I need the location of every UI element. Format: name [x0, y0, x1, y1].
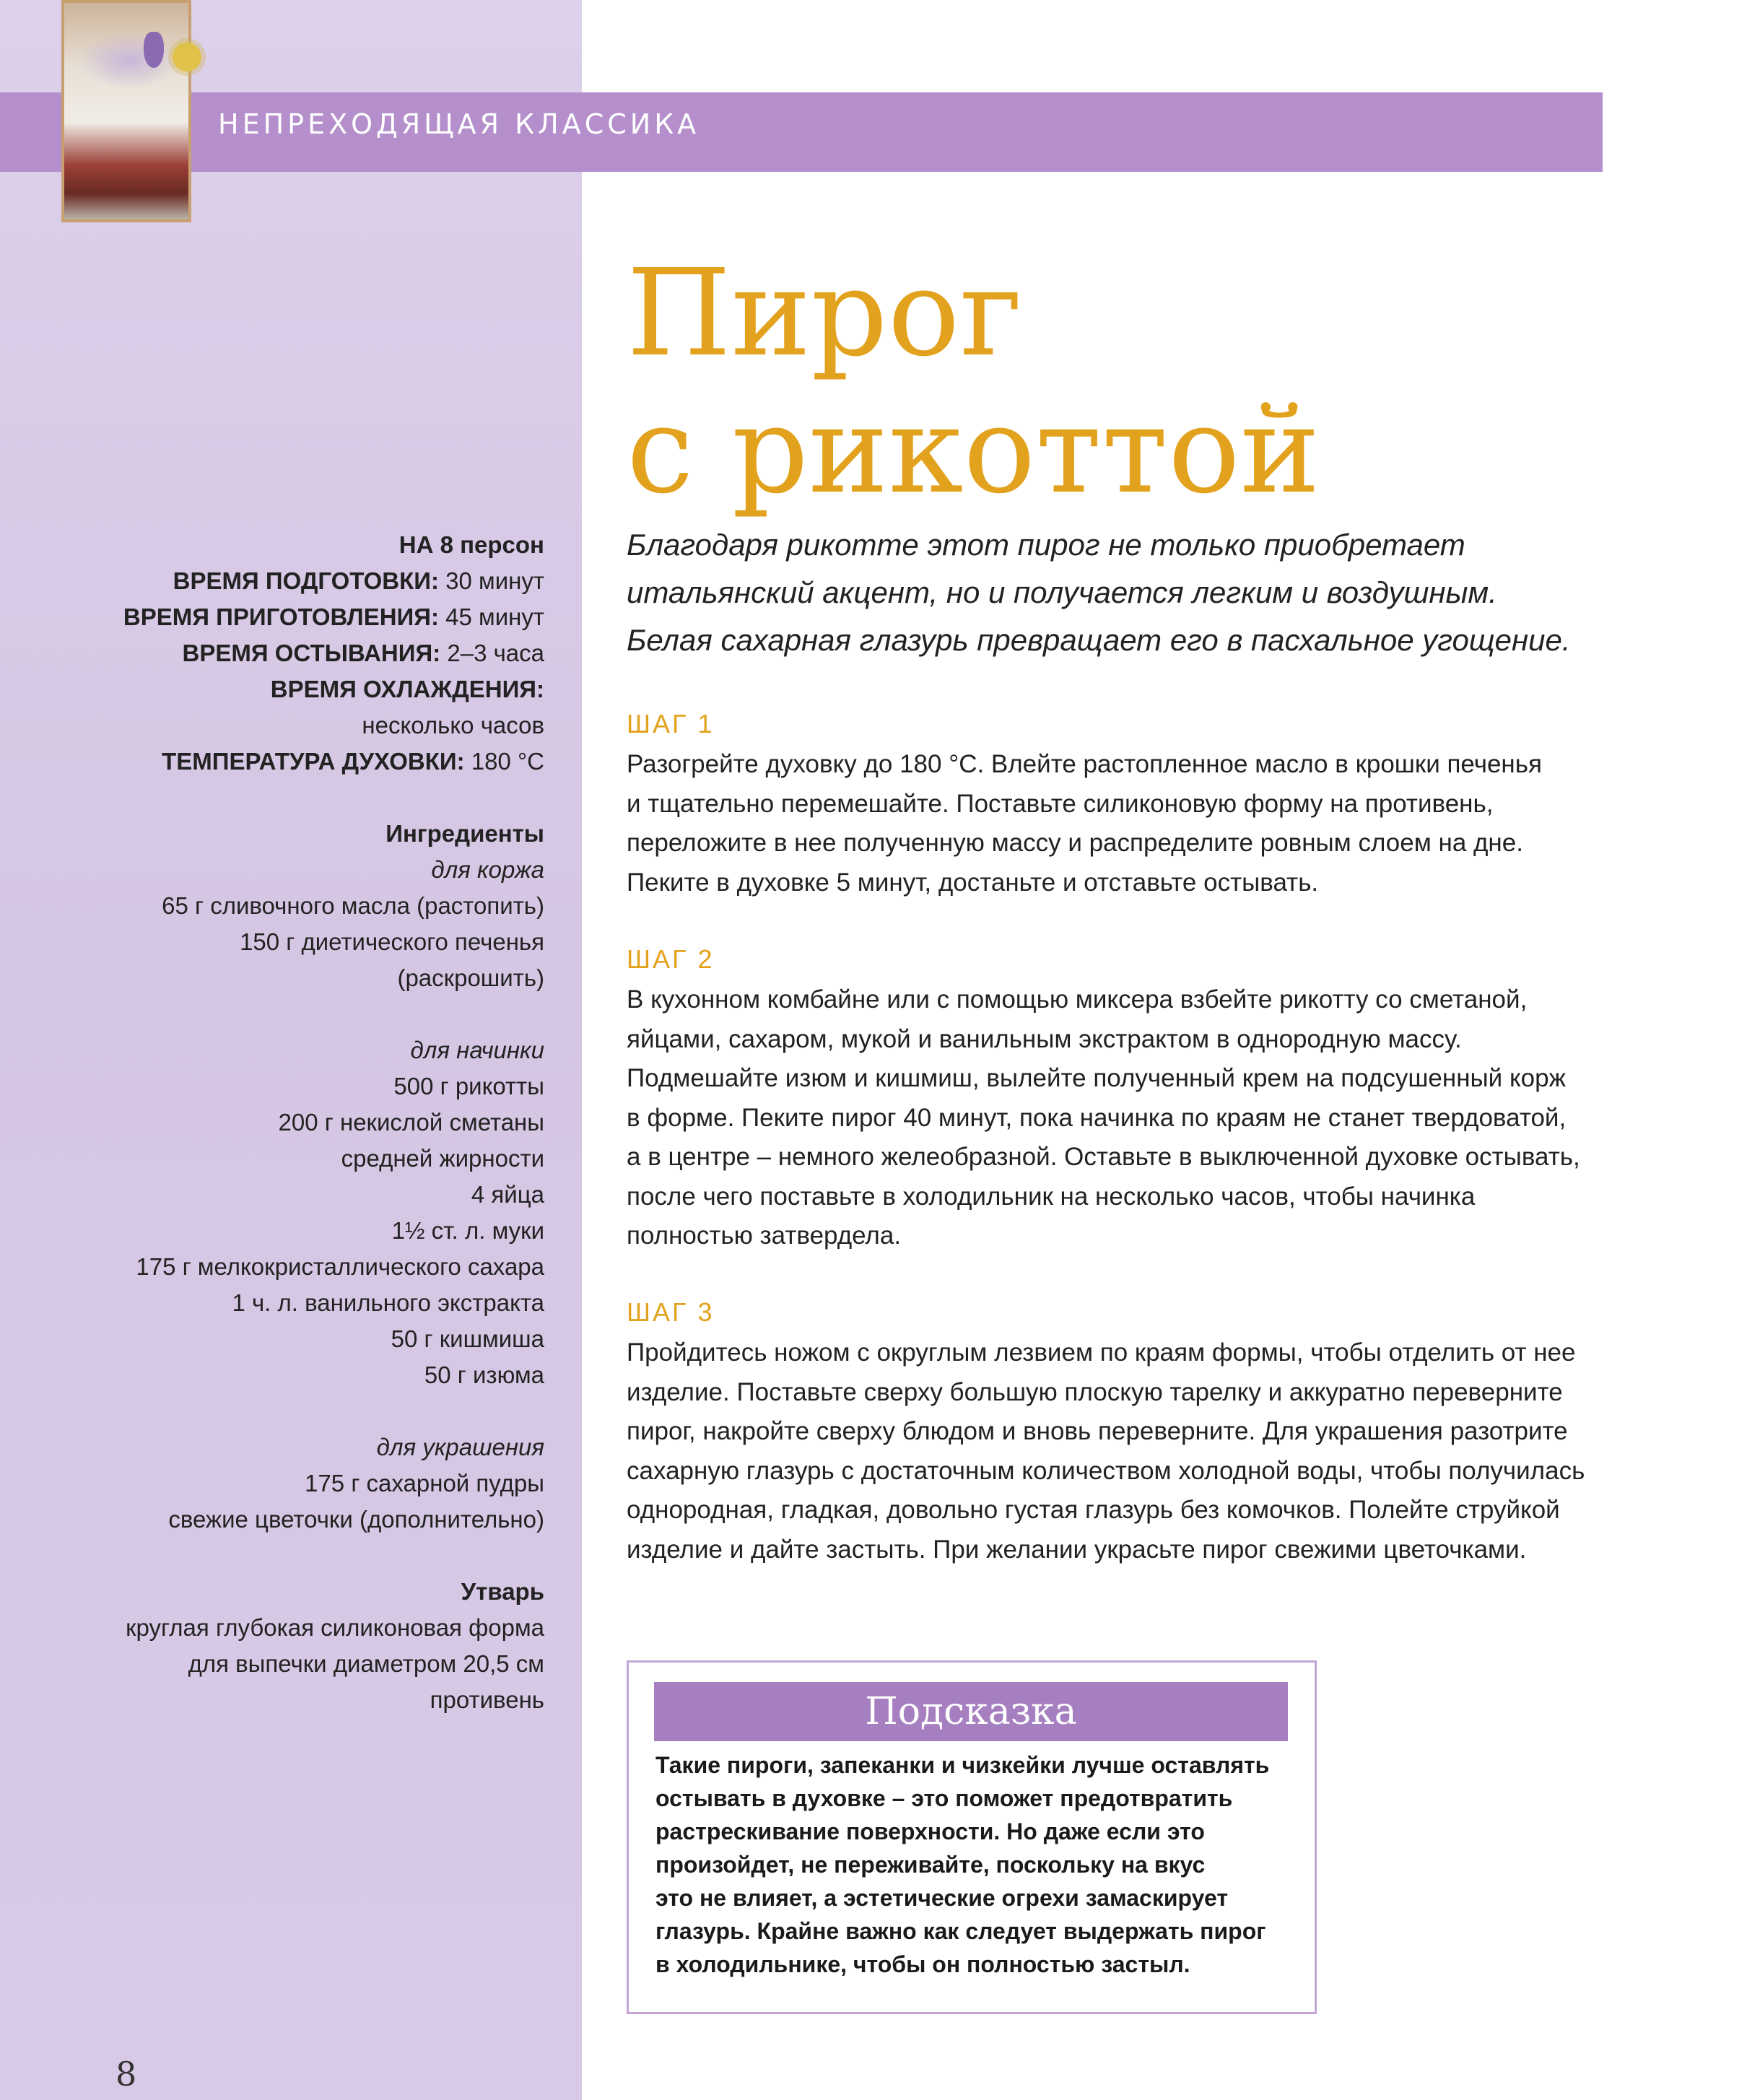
- section-title: НЕПРЕХОДЯЩАЯ КЛАССИКА: [218, 108, 700, 140]
- cook-value: 45 минут: [445, 604, 544, 630]
- step-line: В кухонном комбайне или с помощью миксера взбейте рикотту со сметаной,: [627, 985, 1528, 1014]
- recipe-title-line-1: Пирог: [627, 244, 1023, 383]
- cool-row: [123, 635, 544, 671]
- step-line: Пройдитесь ножом с округлым лезвием по краям формы, чтобы отделить от нее: [627, 1338, 1576, 1367]
- page-number: 8: [116, 2055, 137, 2094]
- tool-item: противень: [430, 1686, 544, 1713]
- ingredients-heading: Ингредиенты: [385, 820, 544, 847]
- chill-row: [123, 671, 544, 707]
- oven-value: 180 °C: [471, 748, 544, 775]
- ingredient-item: 175 г сахарной пудры: [305, 1470, 544, 1496]
- step-line: однородная, гладкая, довольно густая глазурь без комочков. Полейте струйкой: [627, 1496, 1560, 1524]
- prep-value: 30 минут: [445, 567, 544, 594]
- step-line: и тщательно перемешайте. Поставьте силиконовую форму на противень,: [627, 789, 1494, 818]
- servings-label: НА: [398, 531, 434, 558]
- spacer: [126, 1393, 544, 1429]
- step-line: в форме. Пеките пирог 40 минут, пока начинка по краям не станет твердоватой,: [627, 1103, 1567, 1132]
- ingredients-list: [126, 816, 544, 1718]
- spacer: [126, 1538, 544, 1574]
- cake-photo: [61, 0, 191, 222]
- oven-label: ТЕМПЕРАТУРА ДУХОВКИ:: [162, 748, 465, 775]
- ingredient-item: 50 г кишмиша: [391, 1325, 544, 1352]
- step-2-text: [627, 980, 1608, 1256]
- decor-subheading: для украшения: [376, 1434, 544, 1460]
- lavender-decoration: [144, 32, 164, 68]
- intro-line: Благодаря рикотте этот пирог не только приобретает: [627, 528, 1465, 562]
- prep-row: [123, 563, 544, 599]
- tip-line: глазурь. Крайне важно как следует выдержать пирог: [655, 1918, 1266, 1944]
- cool-value: 2–3 часа: [447, 640, 544, 666]
- step-line: Пеките в духовке 5 минут, достаньте и отставьте остывать.: [627, 868, 1319, 897]
- step-line: изделие и дайте застыть. При желании украсьте пирог свежими цветочками.: [627, 1535, 1527, 1564]
- step-3-heading: ШАГ 3: [627, 1297, 715, 1327]
- ingredient-item: 500 г рикотты: [393, 1073, 544, 1099]
- tip-line: Такие пироги, запеканки и чизкейки лучше оставлять: [655, 1752, 1270, 1778]
- crust-subheading: для коржа: [431, 856, 544, 883]
- step-line: Разогрейте духовку до 180 °С. Влейте растопленное масло в крошки печенья: [627, 750, 1542, 778]
- step-2-heading: ШАГ 2: [627, 944, 715, 974]
- ingredient-item: средней жирности: [341, 1145, 544, 1172]
- ingredient-item: 1 ч. л. ванильного экстракта: [232, 1289, 544, 1316]
- ingredient-item: 200 г некислой сметаны: [278, 1109, 544, 1136]
- recipe-meta: [123, 527, 544, 780]
- tip-line: в холодильнике, чтобы он полностью застыл.: [655, 1951, 1190, 1977]
- step-line: а в центре – немного желеобразной. Оставьте в выключенной духовке остывать,: [627, 1143, 1580, 1171]
- ingredient-item: (раскрошить): [397, 964, 544, 991]
- ingredient-item: 150 г диетического печенья: [240, 928, 544, 955]
- step-3-text: [627, 1333, 1608, 1569]
- ingredient-item: 50 г изюма: [424, 1361, 544, 1388]
- spacer: [126, 996, 544, 1032]
- step-line: Подмешайте изюм и кишмиш, вылейте полученный крем на подсушенный корж: [627, 1064, 1566, 1092]
- chill-label: ВРЕМЯ ОХЛАЖДЕНИЯ:: [270, 676, 544, 702]
- recipe-title-line-2: с рикоттой: [627, 381, 1320, 520]
- step-line: изделие. Поставьте сверху большую плоскую тарелку и аккуратно переверните: [627, 1377, 1563, 1406]
- oven-row: [123, 744, 544, 780]
- intro-line: итальянский акцент, но и получается легким и воздушным.: [627, 575, 1497, 609]
- filling-subheading: для начинки: [410, 1037, 544, 1063]
- tip-line: растрескивание поверхности. Но даже если это: [655, 1818, 1205, 1844]
- tip-text: [655, 1748, 1291, 1981]
- tip-line: остывать в духовке – это поможет предотвратить: [655, 1785, 1233, 1811]
- tool-item: круглая глубокая силиконовая форма: [126, 1614, 544, 1641]
- step-line: пирог, накройте сверху блюдом и вновь переверните. Для украшения разотрите: [627, 1417, 1568, 1445]
- step-line: после чего поставьте в холодильник на несколько часов, чтобы начинка: [627, 1182, 1476, 1211]
- step-1-text: [627, 745, 1608, 902]
- flower-decoration: [173, 43, 201, 71]
- servings-row: [123, 527, 544, 563]
- ingredient-item: свежие цветочки (дополнительно): [168, 1506, 544, 1533]
- step-line: сахарную глазурь с достаточным количеством холодной воды, чтобы получилась: [627, 1456, 1585, 1485]
- recipe-title: [627, 245, 1320, 520]
- tool-item: для выпечки диаметром 20,5 см: [188, 1650, 544, 1677]
- ingredient-item: 4 яйца: [471, 1181, 544, 1208]
- ingredient-item: 65 г сливочного масла (растопить): [162, 892, 544, 919]
- step-line: переложите в нее полученную массу и распределите ровным слоем на дне.: [627, 829, 1523, 857]
- recipe-intro: [627, 521, 1594, 664]
- cook-row: [123, 599, 544, 635]
- chill-value: несколько часов: [362, 712, 544, 739]
- cook-label: ВРЕМЯ ПРИГОТОВЛЕНИЯ:: [123, 604, 439, 630]
- ingredient-item: 175 г мелкокристаллического сахара: [136, 1253, 544, 1280]
- cool-label: ВРЕМЯ ОСТЫВАНИЯ:: [182, 640, 441, 666]
- tip-title: Подсказка: [865, 1690, 1077, 1733]
- tip-line: произойдет, не переживайте, поскольку на вкус: [655, 1852, 1206, 1878]
- tip-line: это не влияет, а эстетические огрехи замаскирует: [655, 1885, 1229, 1911]
- step-1-heading: ШАГ 1: [627, 709, 715, 739]
- step-line: полностью затвердела.: [627, 1221, 902, 1250]
- ingredient-item: 1½ ст. л. муки: [391, 1217, 544, 1244]
- prep-label: ВРЕМЯ ПОДГОТОВКИ:: [173, 567, 439, 594]
- intro-line: Белая сахарная глазурь превращает его в пасхальное угощение.: [627, 623, 1571, 657]
- servings-value: 8 персон: [440, 531, 544, 558]
- tools-heading: Утварь: [461, 1578, 544, 1605]
- step-line: яйцами, сахаром, мукой и ванильным экстрактом в однородную массу.: [627, 1024, 1462, 1053]
